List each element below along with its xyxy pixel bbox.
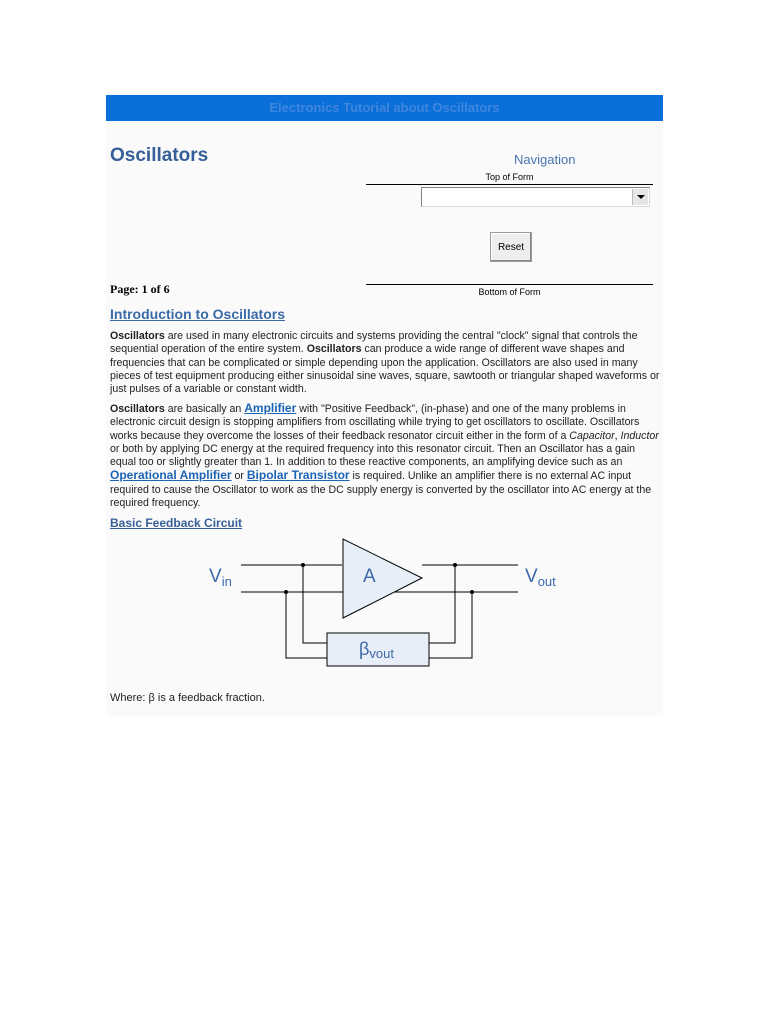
text-run: ,: [614, 429, 621, 442]
feedback-wire-right: [429, 565, 455, 643]
section-heading-intro[interactable]: Introduction to Oscillators: [110, 306, 286, 322]
link-amplifier[interactable]: Amplifier: [244, 401, 297, 415]
amplifier-gain-label: A: [363, 566, 376, 587]
chevron-down-icon: [637, 195, 645, 199]
bottom-of-form-label: Bottom of Form: [478, 287, 541, 297]
page-frame: [106, 95, 663, 716]
amplifier-triangle: [343, 539, 422, 618]
text-run: are used in many electronic circuits and systems providing the central "clock" signal that controls the sequential operation of the entire system.: [110, 330, 638, 356]
intro-paragraph-1: [110, 330, 660, 396]
beta-label: βvout: [359, 639, 394, 661]
link-operational-amplifier[interactable]: Operational Amplifier: [110, 468, 232, 483]
bold-term: Oscillators: [110, 403, 165, 415]
text-run: are basically an: [164, 403, 245, 415]
intro-paragraph-2: [110, 402, 660, 510]
junction-dot: [301, 563, 305, 567]
form-top-divider: [366, 184, 653, 185]
banner: Electronics Tutorial about Oscillators: [106, 95, 663, 121]
text-run: with "Positive Feedback", (in-phase) and one of the many problems in electronic circuit design is stopping amplifiers from oscillating while trying to get oscillators to oscillate. Oscillators works because they overcome the losses of their feedback resonator circuit either in the form of a: [110, 403, 640, 442]
reset-button[interactable]: Reset: [490, 232, 532, 262]
vin-label: $V_{in}$: [209, 566, 232, 589]
page-indicator: Page: 1 of 6: [110, 282, 170, 296]
section-heading-feedback[interactable]: Basic Feedback Circuit: [110, 516, 243, 530]
link-bipolar-transistor[interactable]: Bipolar Transistor: [246, 468, 350, 483]
feedback-circuit-diagram: [106, 532, 663, 682]
italic-term: Capacitor: [569, 429, 615, 442]
italic-term: Inductor: [620, 429, 659, 442]
where-note: Where: β is a feedback fraction.: [110, 692, 265, 704]
feedback-wire-right-outer: [429, 592, 472, 658]
form-bottom-divider: [366, 284, 653, 285]
top-of-form-label: Top of Form: [485, 172, 534, 182]
navigation-heading: Navigation: [514, 152, 576, 167]
vout-label: $V_{out}$: [525, 566, 556, 589]
page-title: Oscillators: [110, 145, 209, 166]
junction-dot: [470, 590, 474, 594]
junction-dot: [284, 590, 288, 594]
text-run: or: [231, 470, 247, 483]
text-run: can produce a wide range of different wave shapes and frequencies that can be complicated or simple depending upon the application. Oscillators are also used in many pieces of test equipment producing either sinusoidal sine waves, square, sawtooth or triangular shaped waveforms or just pulses of a variable or constant width.: [110, 343, 660, 396]
navigation-select[interactable]: [421, 187, 650, 207]
dropdown-button[interactable]: [632, 189, 648, 205]
feedback-wire-left-outer: [286, 592, 327, 658]
junction-dot: [453, 563, 457, 567]
bold-term: Oscillators: [306, 343, 362, 356]
text-run: or both by applying DC energy at the required frequency into this resonator circuit. Then an Oscillator has a gain equal too or slightly greater than 1. In addition to these reactive components, an amplifying device such as an: [110, 442, 636, 469]
text-run: is required. Unlike an amplifier there is no external AC input required to cause the Oscillator to work as the DC supply energy is converted by the oscillator into AC energy at the required frequency.: [110, 470, 652, 510]
bold-term: Oscillators: [110, 330, 165, 342]
feedback-wire-left: [303, 565, 327, 643]
